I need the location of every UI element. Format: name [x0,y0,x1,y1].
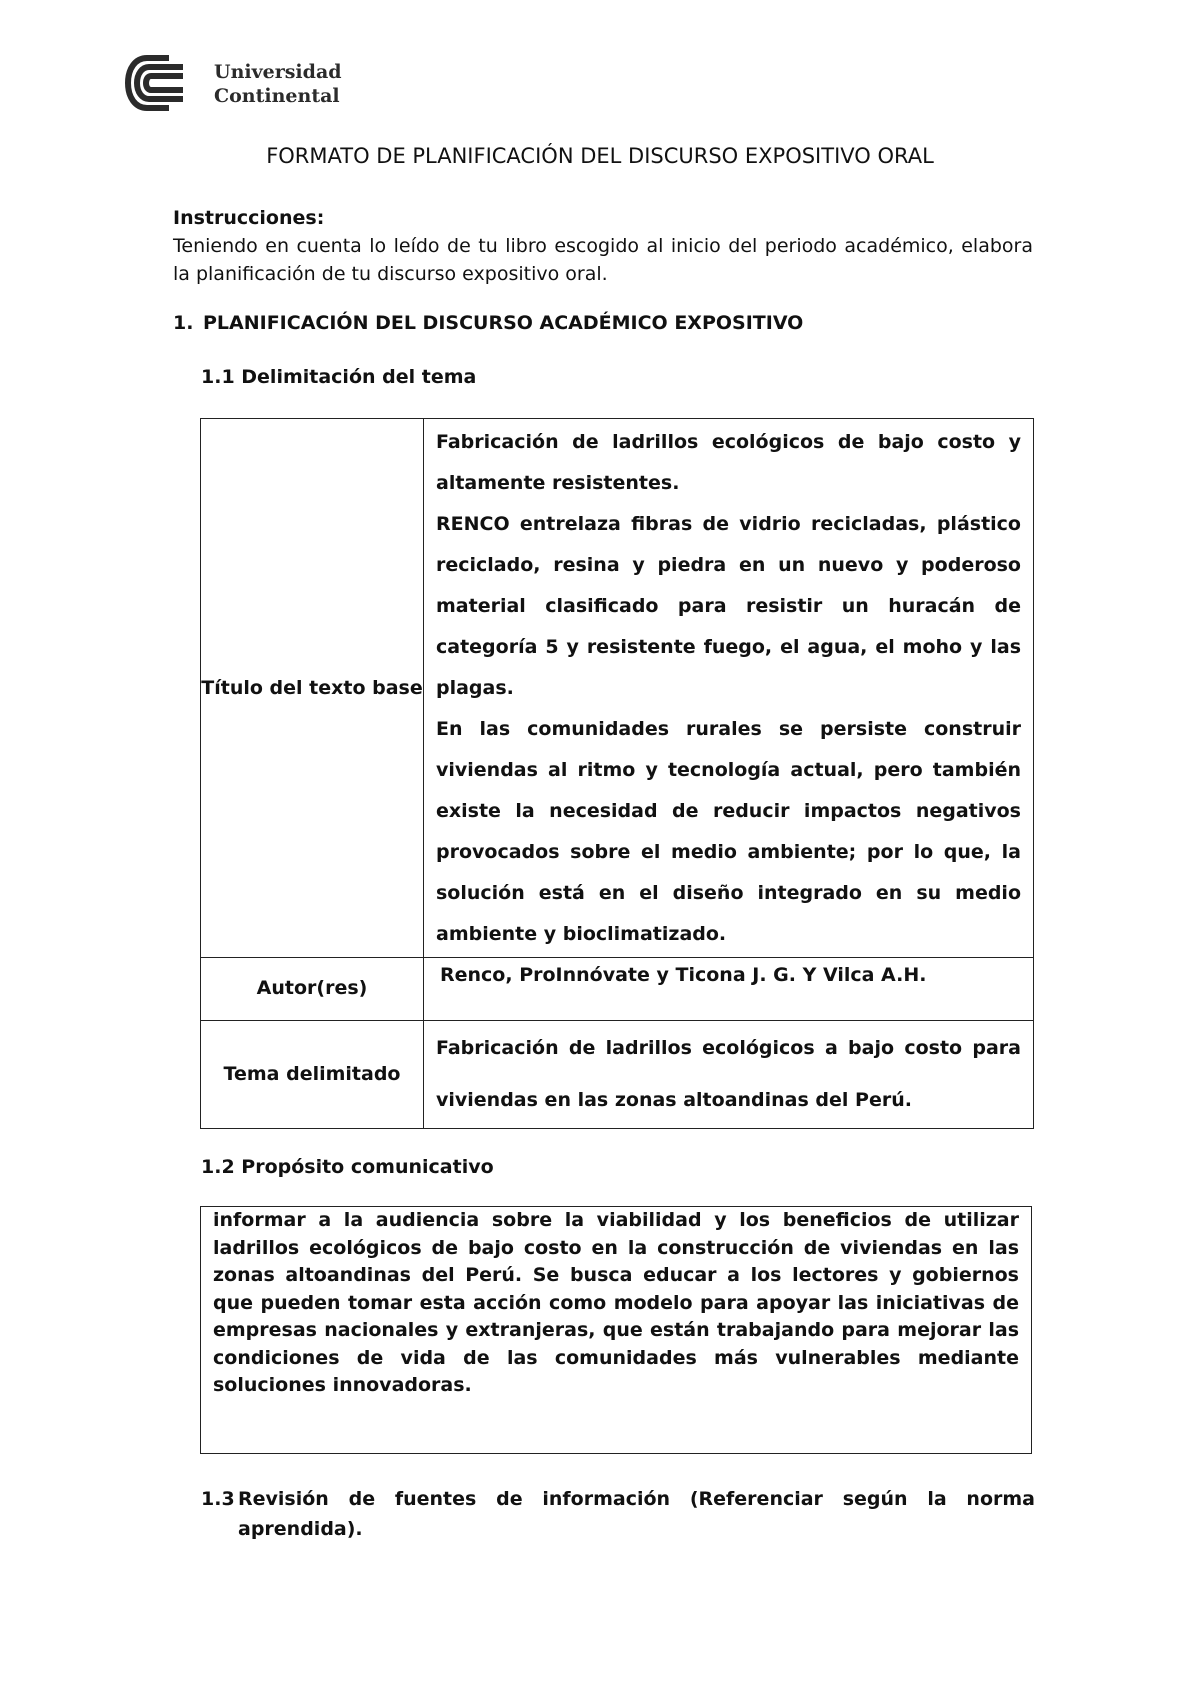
section-1-3-number: 1.3 [201,1488,235,1510]
row-value-topic: Fabricación de ladrillos ecológicos a bajo costo para viviendas en las zonas altoandinas del Perú. [424,1020,1034,1128]
section-1-2-heading: 1.2 Propósito comunicativo [201,1156,494,1178]
instructions [173,204,1033,288]
section-1-1-heading: 1.1 Delimitación del tema [201,366,477,388]
table-row [201,958,1034,1020]
table-row [201,419,1034,958]
topic-delimitation-table [200,418,1034,1129]
logo-line-2: Continental [214,85,340,107]
section-1-title: PLANIFICACIÓN DEL DISCURSO ACADÉMICO EXPOSITIVO [203,312,804,334]
communicative-purpose-text: informar a la audiencia sobre la viabilidad y los beneficios de utilizar ladrillos ecológicos de bajo costo en la construcción de viviendas en las zonas altoandinas del Perú. Se busca educar a los lectores y gobiernos que pueden tomar esta acción como modelo para apoyar las iniciativas de empresas nacionales y extranjeras, que están trabajando para mejorar las condiciones de vida de las comunidades más vulnerables mediante soluciones innovadoras. [213,1209,1019,1396]
row-label-authors: Autor(res) [201,958,424,1020]
logo-line-1: Universidad [214,61,342,83]
section-1-number: 1. [173,312,194,334]
section-1-heading [173,312,803,334]
row-label-title: Título del texto base [201,419,424,958]
communicative-purpose-box [200,1206,1032,1454]
row-value-title [424,419,1034,958]
document-title: FORMATO DE PLANIFICACIÓN DEL DISCURSO EXPOSITIVO ORAL [266,144,934,168]
instructions-heading: Instrucciones: [173,207,325,229]
title-paragraph: En las comunidades rurales se persiste construir viviendas al ritmo y tecnología actual, pero también existe la necesidad de reducir impactos negativos provocados sobre el medio ambiente; por lo que, la solución está en el diseño integrado en su medio ambiente y bioclimatizado. [436,717,1021,945]
title-paragraph: Fabricación de ladrillos ecológicos de bajo costo y altamente resistentes. [436,430,1021,494]
row-label-topic: Tema delimitado [201,1020,424,1128]
row-value-authors: Renco, ProInnóvate y Ticona J. G. Y Vilca A.H. [424,958,1034,1020]
section-1-3-heading [201,1484,1035,1544]
logo-mark-icon [125,54,205,112]
title-paragraph: RENCO entrelaza fibras de vidrio recicladas, plástico reciclado, resina y piedra en un nuevo y poderoso material clasificado para resistir un huracán de categoría 5 y resistente fuego, el agua, el moho y las plagas. [436,512,1021,699]
university-logo [125,54,342,116]
instructions-body: Teniendo en cuenta lo leído de tu libro escogido al inicio del periodo académico, elabora la planificación de tu discurso expositivo oral. [173,235,1033,285]
section-1-3-title: Revisión de fuentes de información (Referenciar según la norma aprendida). [238,1488,1035,1540]
logo-wordmark [214,60,342,108]
table-row [201,1020,1034,1128]
